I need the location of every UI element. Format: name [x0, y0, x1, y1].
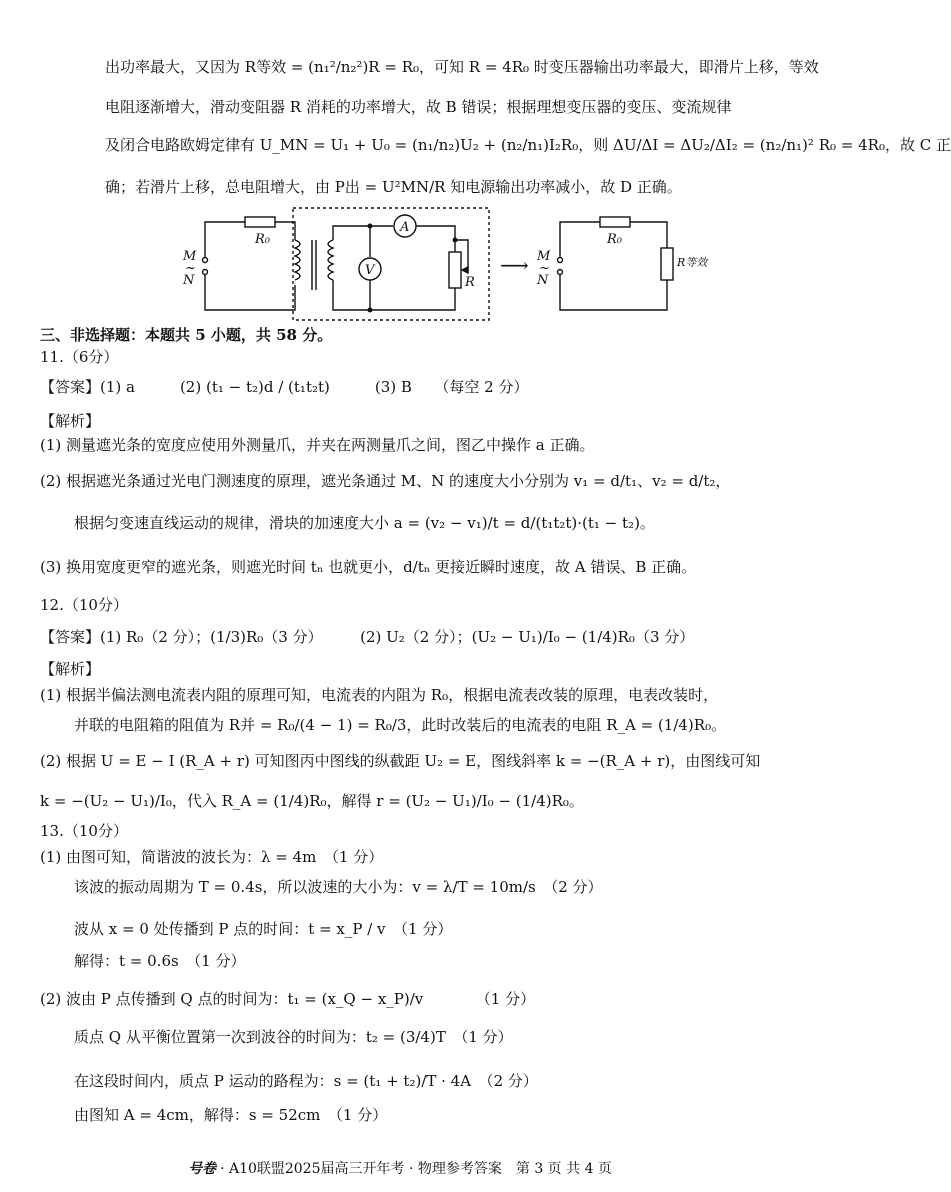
q11-p2a: (2) 根据遮光条通过光电门测速度的原理，遮光条通过 M、N 的速度大小分别为 v₁ = d/t₁、v₂ = d/t₂，: [40, 472, 731, 490]
q13-l6: 质点 Q 从平衡位置第一次到波谷的时间为：t₂ = (3/4)T （1 分）: [74, 1028, 513, 1046]
q12-header: 12.（10分）: [40, 596, 128, 614]
q13-header: 13.（10分）: [40, 822, 128, 840]
resistor-req: [661, 248, 673, 280]
q11-p3: (3) 换用宽度更窄的遮光条，则遮光时间 tₙ 也就更小，d/tₙ 更接近瞬时速度，故 A 错误、B 正确。: [40, 558, 697, 576]
q13-l5: (2) 波由 P 点传播到 Q 点的时间为：t₁ = (x_Q − x_P)/v （1 分）: [40, 990, 536, 1008]
label-m: M: [183, 249, 197, 264]
prev-line-4: 确；若滑片上移，总电阻增大，由 P出 = U²MN/R 知电源输出功率减小，故 D 正确。: [105, 178, 682, 196]
label-r0-right: R₀: [607, 232, 622, 247]
prev-line-3: 及闭合电路欧姆定律有 U_MN = U₁ + U₀ = (n₁/n₂)U₂ + (n₂/n₁)I₂R₀，则 ΔU/ΔI = ΔU₂/ΔI₂ = (n₂/n₁)² R₀ = 4R₀，故 C 正: [105, 136, 951, 154]
label-n-right: N: [537, 273, 549, 288]
q11-analysis-label: 【解析】: [40, 412, 101, 430]
label-r: R: [465, 275, 475, 290]
resistor-r0-equivalent: [600, 217, 630, 227]
q12-p2a: (2) 根据 U = E − I (R_A + r) 可知图丙中图线的纵截距 U₂ = E，图线斜率 k = −(R_A + r)，由图线可知: [40, 752, 761, 770]
q13-l8: 由图知 A = 4cm，解得：s = 52cm （1 分）: [74, 1106, 388, 1124]
section3-title: 三、非选择题：本题共 5 小题，共 58 分。: [40, 326, 333, 344]
q12-answer: 【答案】(1) R₀（2 分）；(1/3)R₀（3 分） (2) U₂（2 分）；(U₂ − U₁)/I₀ − (1/4)R₀（3 分）: [40, 628, 695, 646]
label-m-right: M: [537, 249, 551, 264]
resistor-r0: [245, 217, 275, 227]
footer-text: · A10联盟2025届高三开年考 · 物理参考答案 第 3 页 共 4 页: [220, 1161, 612, 1177]
label-tilde: ~: [185, 261, 196, 276]
label-tilde-right: ~: [539, 261, 550, 276]
arrow-icon: ⟶: [500, 253, 529, 277]
q11-p2b: 根据匀变速直线运动的规律，滑块的加速度大小 a = (v₂ − v₁)/t = d/(t₁t₂t)·(t₁ − t₂)。: [74, 514, 655, 532]
prev-line-2: 电阻逐渐增大，滑动变阻器 R 消耗的功率增大，故 B 错误；根据理想变压器的变压、变流规律: [105, 98, 732, 116]
primary-coil: [295, 240, 300, 280]
label-ammeter: A: [400, 220, 410, 235]
q13-l3: 波从 x = 0 处传播到 P 点的时间：t = x_P / v （1 分）: [74, 920, 453, 938]
q12-analysis-label: 【解析】: [40, 660, 101, 678]
q11-header: 11.（6分）: [40, 348, 119, 366]
label-req: R等效: [677, 256, 708, 269]
q11-p1: (1) 测量遮光条的宽度应使用外测量爪，并夹在两测量爪之间，图乙中操作 a 正确。: [40, 436, 595, 454]
circuit-diagram: [175, 200, 708, 324]
q13-l7: 在这段时间内，质点 P 运动的路程为：s = (t₁ + t₂)/T · 4A （2 分）: [74, 1072, 538, 1090]
secondary-coil: [328, 240, 333, 280]
publisher-logo: 号卷: [188, 1161, 217, 1177]
q12-p2b: k = −(U₂ − U₁)/I₀，代入 R_A = (1/4)R₀，解得 r = (U₂ − U₁)/I₀ − (1/4)R₀。: [40, 792, 584, 810]
label-n: N: [183, 273, 195, 288]
q13-l1: (1) 由图可知，简谐波的波长为：λ = 4m （1 分）: [40, 848, 384, 866]
q12-p1a: (1) 根据半偏法测电流表内阻的原理可知，电流表的内阻为 R₀，根据电流表改装的原理，电表改装时，: [40, 686, 719, 704]
label-voltmeter: V: [365, 263, 375, 278]
page-footer: [0, 1158, 800, 1178]
q11-answer: 【答案】(1) a (2) (t₁ − t₂)d / (t₁t₂t) (3) B （每空 2 分）: [40, 378, 529, 396]
q13-l2: 该波的振动周期为 T = 0.4s，所以波速的大小为：v = λ/T = 10m/s （2 分）: [74, 878, 603, 896]
label-r0: R₀: [255, 232, 270, 247]
sliding-rheostat: [449, 252, 461, 288]
q13-l4: 解得：t = 0.6s （1 分）: [74, 952, 246, 970]
q12-p1b: 并联的电阻箱的阻值为 R并 = R₀/(4 − 1) = R₀/3，此时改装后的电流表的电阻 R_A = (1/4)R₀。: [74, 716, 727, 734]
prev-line-1: 出功率最大，又因为 R等效 = (n₁²/n₂²)R = R₀，可知 R = 4R₀ 时变压器输出功率最大，即滑片上移，等效: [105, 58, 819, 76]
